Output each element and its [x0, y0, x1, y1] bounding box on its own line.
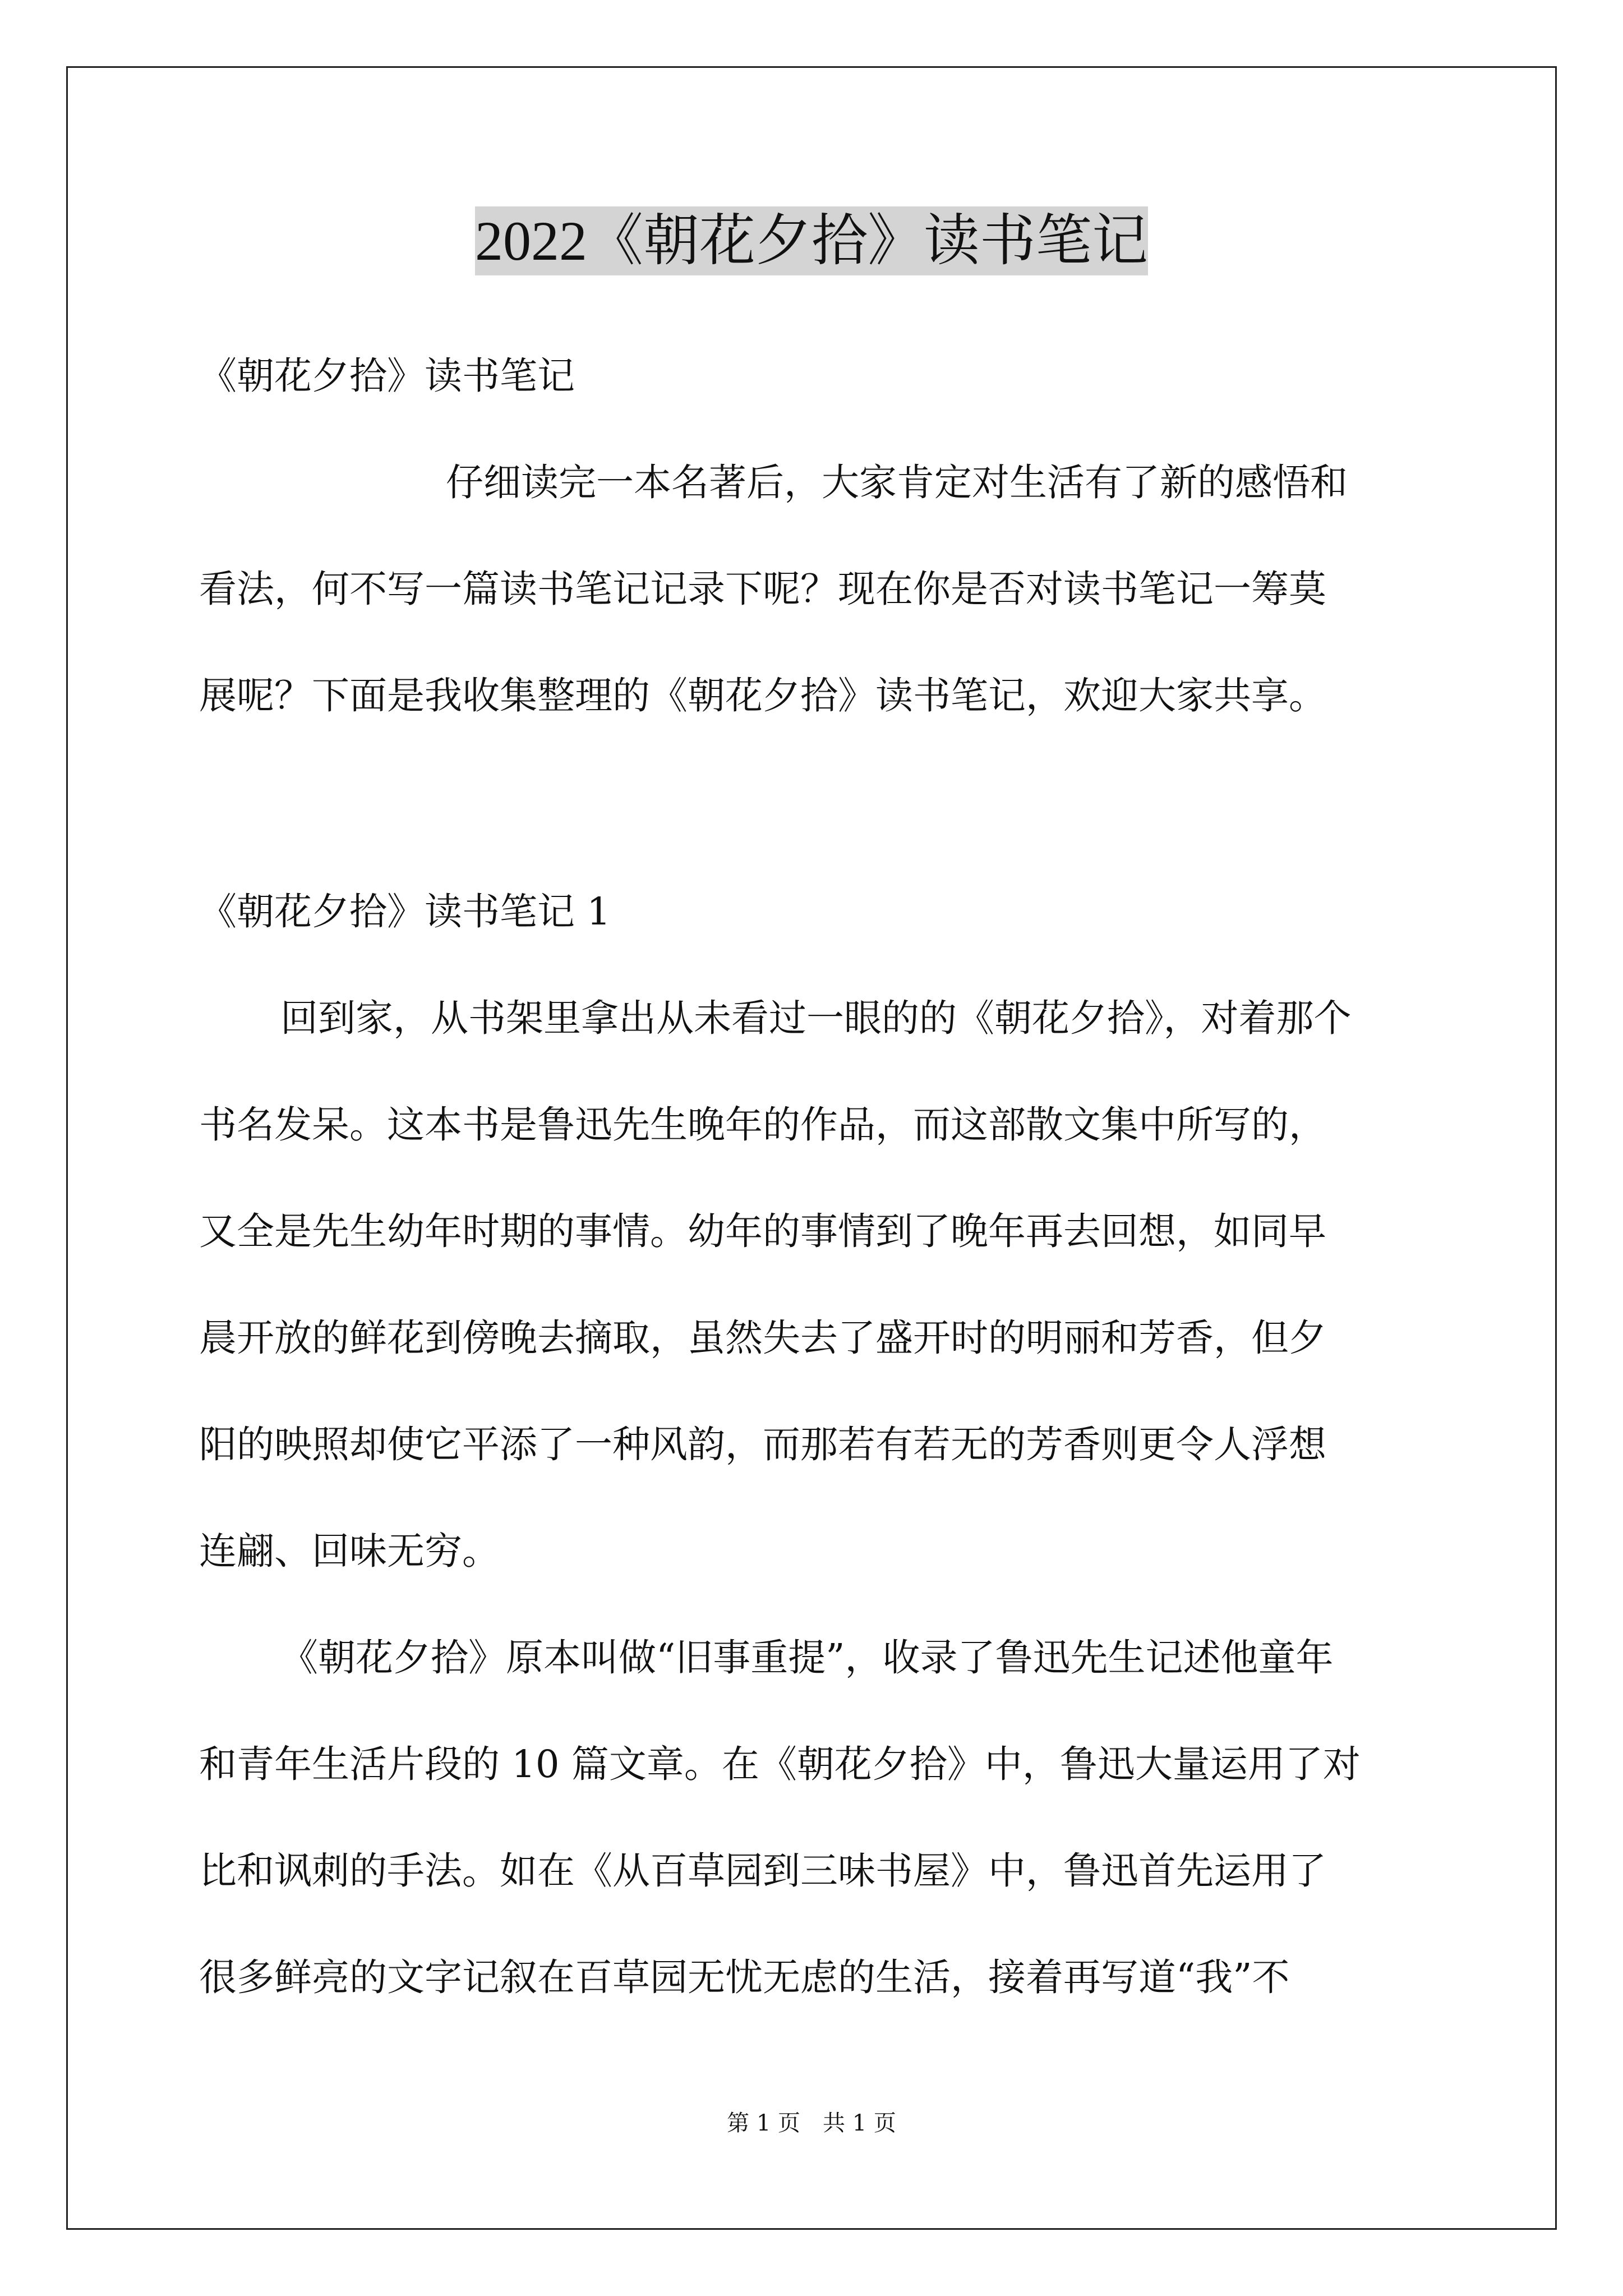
document-subtitle: 《朝花夕拾》读书笔记: [199, 354, 575, 398]
paragraph1-line: 书名发呆。这本书是鲁迅先生晚年的作品，而这部散文集中所写的，: [199, 1103, 1326, 1147]
intro-line: 展呢？下面是我收集整理的《朝花夕拾》读书笔记，欢迎大家共享。: [199, 674, 1326, 717]
paragraph1-line: 又全是先生幼年时期的事情。幼年的事情到了晚年再去回想，如同早: [199, 1209, 1326, 1253]
paragraph2-line: 和青年生活片段的 10 篇文章。在《朝花夕拾》中，鲁迅大量运用了对: [199, 1742, 1361, 1786]
paragraph2-line: 很多鲜亮的文字记叙在百草园无忧无虑的生活，接着再写道“我”不: [199, 1955, 1290, 1999]
paragraph1-line: 连翩、回味无穷。: [199, 1529, 500, 1573]
paragraph2-line: 《朝花夕拾》原本叫做“旧事重提”，收录了鲁迅先生记述他童年: [280, 1636, 1334, 1680]
document-title: [0, 202, 1623, 280]
paragraph1-line: 晨开放的鲜花到傍晚去摘取，虽然失去了盛开时的明丽和芳香，但夕: [199, 1316, 1326, 1360]
paragraph1-line: 回到家，从书架里拿出从未看过一眼的的《朝花夕拾》，对着那个: [280, 996, 1352, 1040]
page-footer: 第 1 页 共 1 页: [727, 2110, 896, 2136]
section-heading: 《朝花夕拾》读书笔记 1: [199, 890, 611, 933]
intro-line: 仔细读完一本名著后，大家肯定对生活有了新的感悟和: [446, 461, 1348, 504]
paragraph1-line: 阳的映照却使它平添了一种风韵，而那若有若无的芳香则更令人浮想: [199, 1423, 1326, 1466]
intro-line: 看法，何不写一篇读书笔记记录下呢？现在你是否对读书笔记一筹莫: [199, 567, 1326, 611]
paragraph2-line: 比和讽刺的手法。如在《从百草园到三味书屋》中，鲁迅首先运用了: [199, 1849, 1326, 1893]
document-title-text: 2022《朝花夕拾》读书笔记: [475, 206, 1148, 275]
